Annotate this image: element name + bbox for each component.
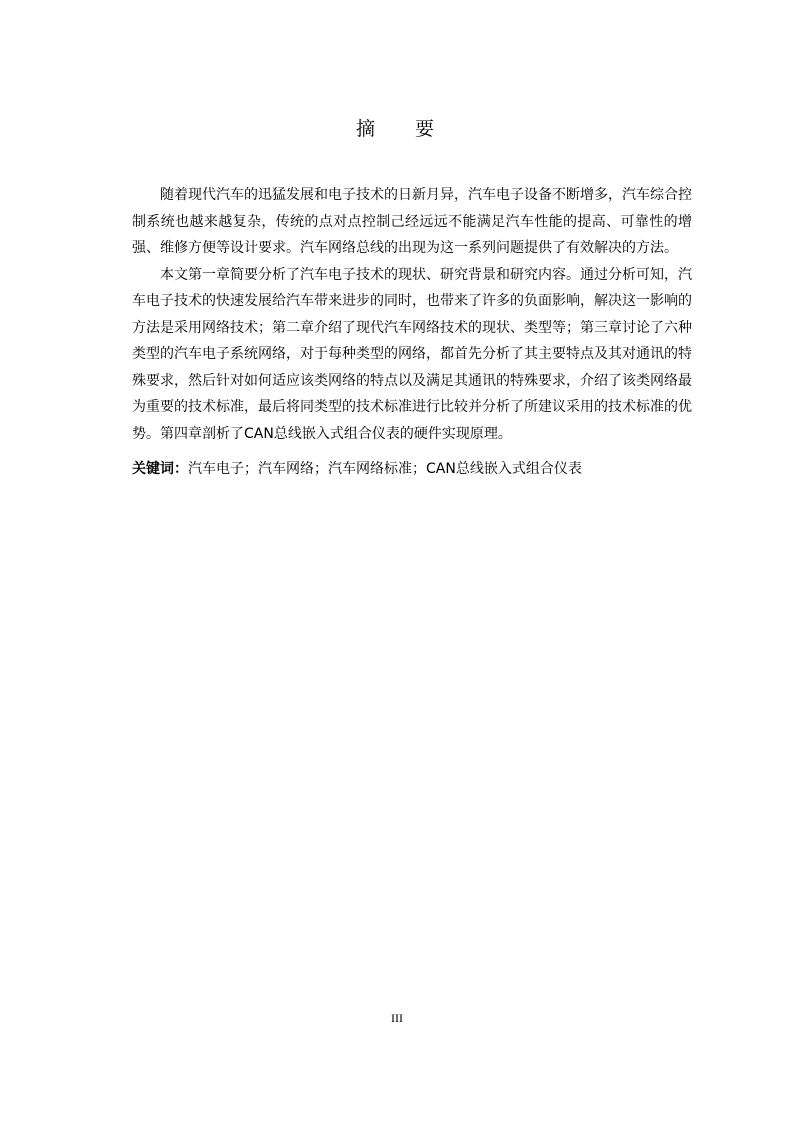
keywords-label: 关键词： — [132, 461, 188, 477]
keywords-text: 汽车电子；汽车网络；汽车网络标准；CAN总线嵌入式组合仪表 — [188, 461, 582, 477]
abstract-paragraph-2: 本文第一章简要分析了汽车电子技术的现状、研究背景和研究内容。通过分析可知，汽车电子技术的快速发展给汽车带来进步的同时，也带来了许多的负面影响，解决这一影响的方法是采用网络技术；第二章介绍了现代汽车网络技术的现状、类型等；第三章讨论了六种类型的汽车电子系统网络，对于每种类型的网络，都首先分析了其主要特点及其对通讯的特殊要求，然后针对如何适应该类网络的特点以及满足其通讯的特殊要求，介绍了该类网络最为重要的技术标准，最后将同类型的技术标准进行比较并分析了所建议采用的技术标准的优势。第四章剖析了CAN总线嵌入式组合仪表的硬件实现原理。 — [132, 266, 692, 442]
abstract-paragraph-1: 随着现代汽车的迅猛发展和电子技术的日新月异，汽车电子设备不断增多，汽车综合控制系统也越来越复杂，传统的点对点控制己经远远不能满足汽车性能的提高、可靠性的增强、维修方便等设计要求。汽车网络总线的出现为这一系列问题提供了有效解决的方法。 — [132, 187, 692, 256]
page-title: 摘要 — [355, 118, 474, 140]
keywords-line — [132, 456, 692, 482]
abstract-body — [132, 182, 692, 482]
page-number: III — [391, 1011, 403, 1025]
